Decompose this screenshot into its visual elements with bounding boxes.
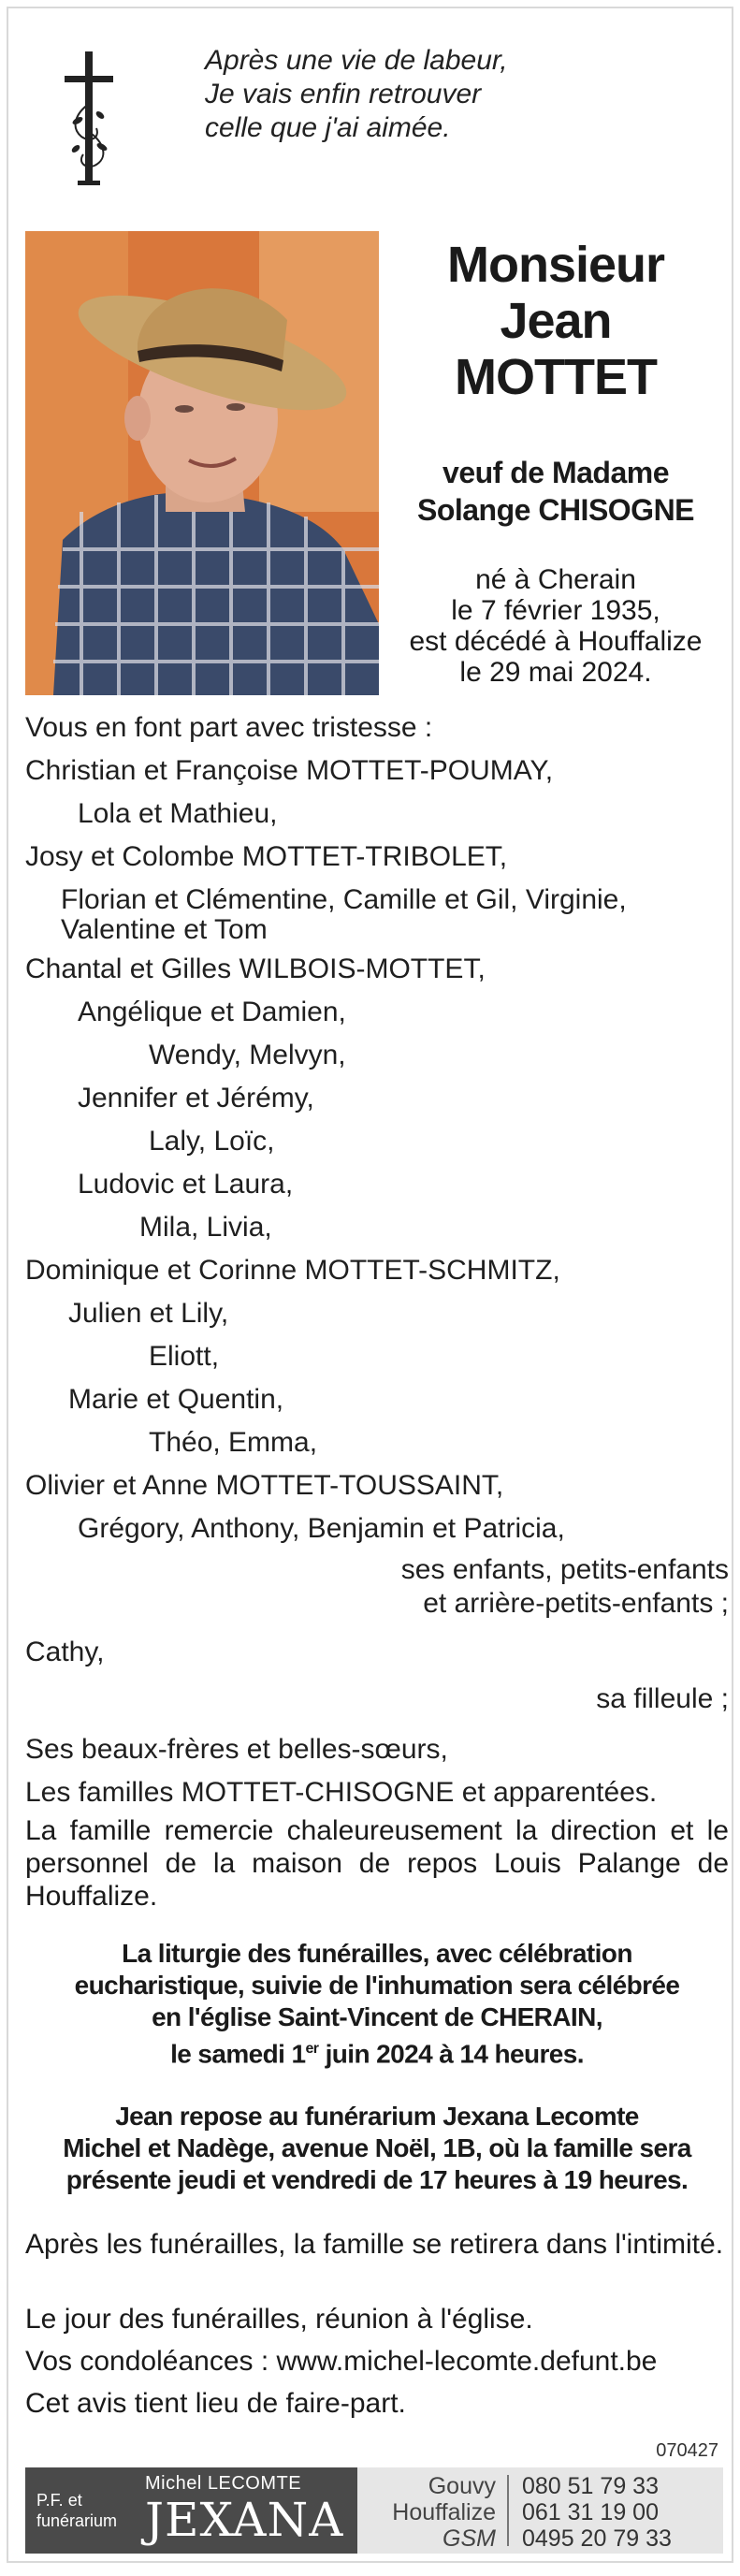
quote-line: celle que j'ai aimée.	[205, 112, 451, 143]
birth-line: né à Cherain	[475, 564, 636, 595]
portrait-photo	[25, 231, 379, 695]
contact-info	[357, 2467, 723, 2554]
first-name: Jean	[500, 293, 612, 349]
intimacy-paragraph: Après les funérailles, la famille se retirera dans l'intimité.	[25, 2229, 724, 2260]
quote-line: Après une vie de labeur,	[205, 45, 508, 76]
reunion-paragraph: Le jour des funérailles, réunion à l'église.	[25, 2304, 533, 2335]
family-line: Ses beaux-frères et belles-sœurs,	[25, 1734, 448, 1765]
liturgy-line: La liturgie des funérailles, avec célébration	[122, 1939, 632, 1968]
widow-of	[383, 454, 729, 529]
brand-name: JEXANA	[145, 2493, 344, 2547]
gsm-label: GSM	[443, 2525, 496, 2552]
funerarium-paragraph	[25, 2101, 729, 2196]
family-line: Julien et Lily,	[68, 1298, 229, 1329]
widow-line: Solange CHISOGNE	[416, 493, 695, 527]
family-line: Ludovic et Laura,	[78, 1169, 294, 1200]
liturgy-line: le samedi 1er juin 2024 à 14 heures.	[170, 2039, 584, 2069]
phone-houffalize: 061 31 19 00	[522, 2499, 659, 2525]
liturgy-paragraph	[25, 1938, 729, 2070]
family-line: Eliott,	[149, 1341, 220, 1372]
family-line: Josy et Colombe MOTTET-TRIBOLET,	[25, 841, 508, 872]
funerarium-line: présente jeudi et vendredi de 17 heures à 19 heures.	[65, 2165, 689, 2194]
liturgy-line: eucharistique, suivie de l'inhumation sera célébrée	[74, 1971, 680, 2000]
thanks-paragraph: La famille remercie chaleureusement la direction et le personnel de la maison de repos Louis Palange de Houffalize.	[25, 1815, 729, 1912]
brand-small: Michel LECOMTE	[145, 2473, 302, 2494]
family-line: Théo, Emma,	[149, 1427, 318, 1458]
birth-line: le 7 février 1935,	[451, 595, 660, 626]
town-houffalize: Houffalize	[392, 2499, 496, 2525]
family-line: Valentine et Tom	[61, 914, 268, 945]
notice-paragraph: Cet avis tient lieu de faire-part.	[25, 2388, 406, 2419]
birth-death-info	[383, 564, 729, 688]
family-line: Grégory, Anthony, Benjamin et Patricia,	[78, 1513, 565, 1544]
ordinal-suffix: er	[305, 2041, 319, 2057]
liturgy-line: en l'église Saint-Vincent de CHERAIN,	[152, 2002, 602, 2031]
birth-line: le 29 mai 2024.	[459, 657, 652, 688]
reference-number: 070427	[656, 2440, 718, 2461]
family-line: Chantal et Gilles WILBOIS-MOTTET,	[25, 953, 486, 984]
memorial-quote	[205, 44, 508, 145]
funeral-home-logo	[25, 2467, 357, 2554]
condolences-paragraph: Vos condoléances : www.michel-lecomte.defunt.be	[25, 2346, 658, 2377]
widow-line: veuf de Madame	[443, 456, 669, 489]
funeral-home-banner	[25, 2467, 723, 2554]
family-line: Wendy, Melvyn,	[149, 1040, 346, 1070]
family-line: Lola et Mathieu,	[78, 798, 278, 829]
name-title: Monsieur	[446, 237, 665, 293]
family-line: Laly, Loïc,	[149, 1126, 275, 1157]
family-line: sa filleule ;	[596, 1683, 729, 1714]
phone-gsm: 0495 20 79 33	[522, 2525, 672, 2552]
contact-divider	[507, 2475, 509, 2546]
contact-locations	[374, 2473, 496, 2552]
family-line: Jennifer et Jérémy,	[78, 1083, 314, 1113]
last-name: MOTTET	[455, 349, 657, 405]
family-line: et arrière-petits-enfants ;	[423, 1588, 729, 1619]
phone-gouvy: 080 51 79 33	[522, 2473, 659, 2499]
family-line: Cathy,	[25, 1637, 105, 1667]
family-line: Les familles MOTTET-CHISOGNE et apparentées.	[25, 1777, 658, 1808]
birth-line: est décédé à Houffalize	[409, 626, 703, 657]
family-line: Marie et Quentin,	[68, 1384, 284, 1415]
family-line: Vous en font part avec tristesse :	[25, 712, 433, 743]
town-gouvy: Gouvy	[428, 2473, 496, 2499]
quote-line: Je vais enfin retrouver	[205, 79, 482, 109]
family-line: Christian et Françoise MOTTET-POUMAY,	[25, 755, 554, 786]
family-line: Florian et Clémentine, Camille et Gil, Virginie,	[61, 884, 627, 915]
family-line: Olivier et Anne MOTTET-TOUSSAINT,	[25, 1470, 504, 1501]
family-line: ses enfants, petits-enfants	[400, 1554, 729, 1585]
phone-numbers	[522, 2473, 672, 2552]
obituary-notice	[7, 7, 733, 2563]
deceased-name	[383, 237, 729, 405]
pf-label: P.F. et funérarium	[36, 2491, 118, 2530]
funerarium-line: Michel et Nadège, avenue Noël, 1B, où la famille sera	[63, 2133, 691, 2162]
cross-icon	[57, 48, 121, 188]
family-line: Dominique et Corinne MOTTET-SCHMITZ,	[25, 1255, 560, 1286]
funerarium-line: Jean repose au funérarium Jexana Lecomte	[115, 2102, 639, 2131]
family-line: Mila, Livia,	[139, 1212, 272, 1243]
family-line: Angélique et Damien,	[78, 997, 346, 1027]
